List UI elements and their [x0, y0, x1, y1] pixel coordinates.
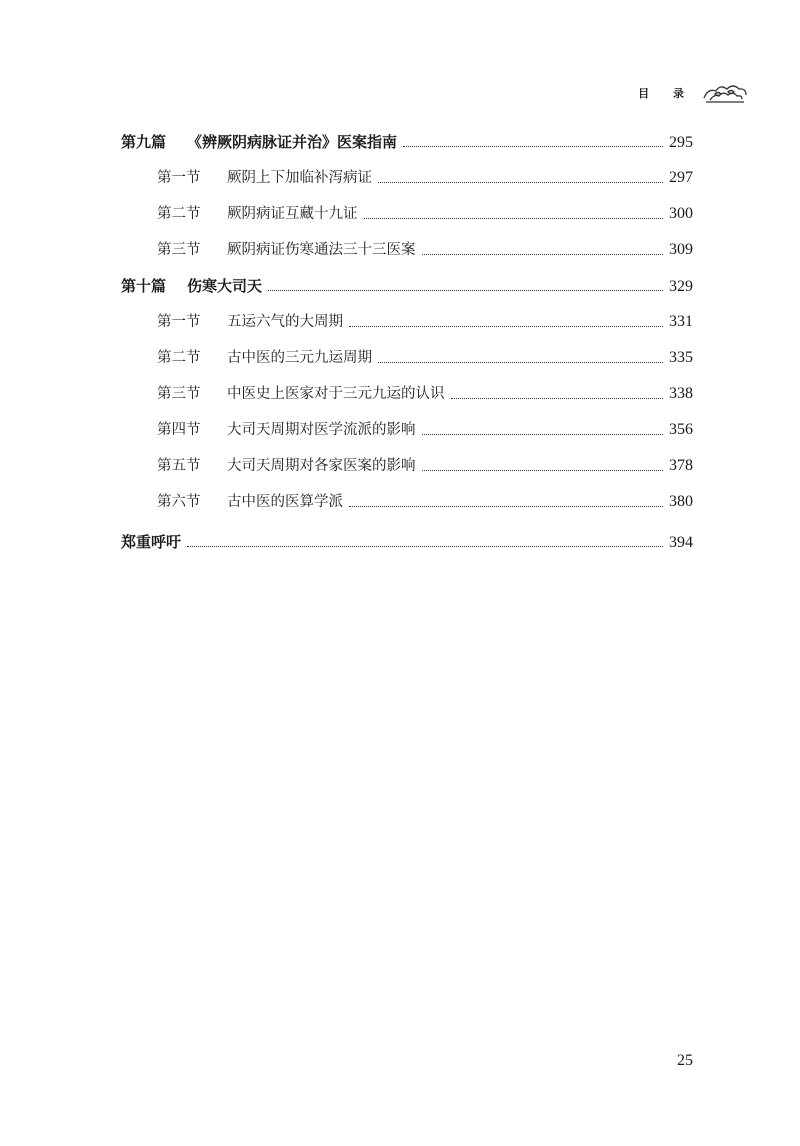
toc-entry-page: 335 — [669, 349, 693, 366]
toc-entry-title: 中医史上医家对于三元九运的认识 — [227, 386, 445, 402]
toc-chapter-entry[interactable] — [121, 124, 693, 160]
toc-entry-title: 大司天周期对医学流派的影响 — [227, 422, 416, 438]
toc-chapter-entry[interactable] — [121, 268, 693, 304]
dot-leader — [378, 362, 663, 363]
toc-section-entry[interactable] — [121, 304, 693, 340]
dot-leader — [422, 470, 664, 471]
toc-section-entry[interactable] — [121, 160, 693, 196]
toc-entry-title: 大司天周期对各家医案的影响 — [227, 458, 416, 474]
toc-section-entry[interactable] — [121, 376, 693, 412]
toc-entry-page: 378 — [669, 457, 693, 474]
toc-section-entry[interactable] — [121, 448, 693, 484]
toc-entry-number: 第六节 — [157, 494, 201, 510]
toc-entry-title: 厥阴病证伤寒通法三十三医案 — [227, 242, 416, 258]
toc-entry-title: 五运六气的大周期 — [227, 314, 343, 330]
toc-entry-number: 第二节 — [157, 350, 201, 366]
toc-entry-page: 300 — [669, 205, 693, 222]
dot-leader — [268, 290, 663, 291]
toc-entry-title: 厥阴病证互藏十九证 — [227, 206, 358, 222]
toc-entry-title: 郑重呼吁 — [121, 533, 182, 551]
toc-entry-number: 第二节 — [157, 206, 201, 222]
toc-entry-number: 第五节 — [157, 458, 201, 474]
toc-section-entry[interactable] — [121, 412, 693, 448]
toc-entry-number: 第十篇 — [121, 277, 167, 295]
toc-entry-page: 329 — [669, 278, 693, 295]
toc-entry-number: 第一节 — [157, 170, 201, 186]
dot-leader — [364, 218, 664, 219]
toc-section-entry[interactable] — [121, 232, 693, 268]
dot-leader — [349, 506, 663, 507]
toc-section-entry[interactable] — [121, 340, 693, 376]
toc-entry-page: 297 — [669, 169, 693, 186]
dot-leader — [403, 146, 663, 147]
toc-entry-title: 《辨厥阴病脉证并治》医案指南 — [187, 133, 398, 151]
toc-entry-number: 第九篇 — [121, 133, 167, 151]
toc-entry-page: 338 — [669, 385, 693, 402]
dot-leader — [422, 434, 664, 435]
toc-entry-number: 第一节 — [157, 314, 201, 330]
toc-entry-page: 356 — [669, 421, 693, 438]
toc-entry-page: 295 — [669, 134, 693, 151]
toc-entry-page: 380 — [669, 493, 693, 510]
toc-entry-page: 331 — [669, 313, 693, 330]
toc-entry-number: 第三节 — [157, 242, 201, 258]
toc-entry-title: 古中医的医算学派 — [227, 494, 343, 510]
table-of-contents — [121, 124, 693, 560]
toc-entry-number: 第三节 — [157, 386, 201, 402]
toc-entry-page: 309 — [669, 241, 693, 258]
toc-entry-title: 古中医的三元九运周期 — [227, 350, 372, 366]
running-header — [638, 82, 748, 104]
dot-leader — [349, 326, 663, 327]
cloud-ornament-icon — [702, 82, 748, 104]
page-number: 25 — [677, 1052, 693, 1069]
toc-section-entry[interactable] — [121, 196, 693, 232]
toc-chapter-entry[interactable] — [121, 524, 693, 560]
toc-entry-page: 394 — [669, 534, 693, 551]
toc-entry-number: 第四节 — [157, 422, 201, 438]
dot-leader — [422, 254, 664, 255]
dot-leader — [187, 546, 663, 547]
dot-leader — [378, 182, 663, 183]
toc-entry-title: 厥阴上下加临补泻病证 — [227, 170, 372, 186]
header-title: 目 录 — [638, 87, 694, 100]
dot-leader — [451, 398, 664, 399]
toc-entry-title: 伤寒大司天 — [187, 277, 263, 295]
toc-section-entry[interactable] — [121, 484, 693, 520]
